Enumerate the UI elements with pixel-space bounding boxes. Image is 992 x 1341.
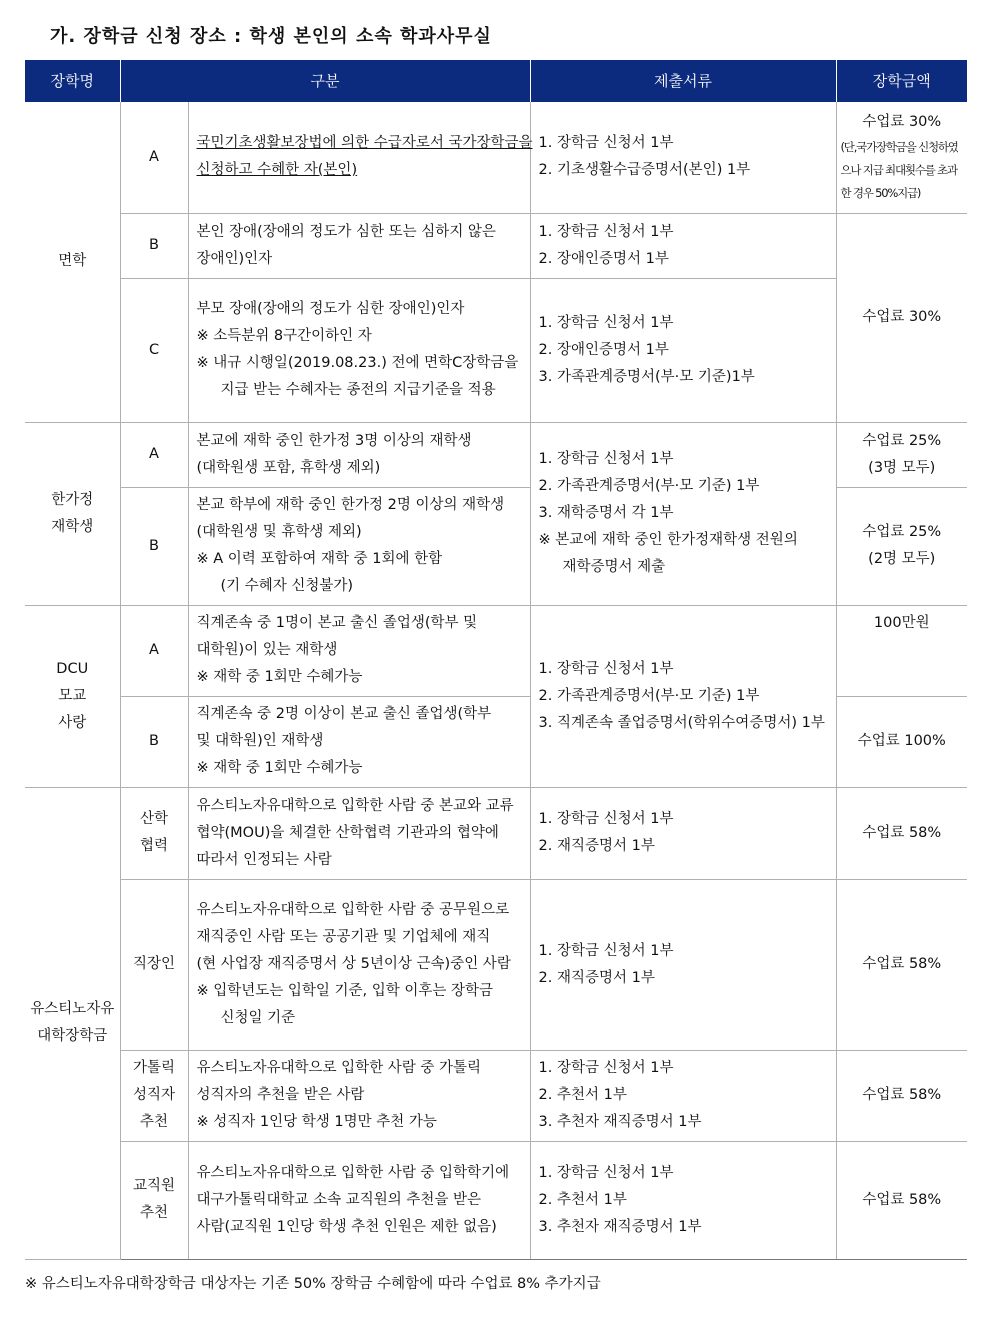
table-row — [25, 213, 967, 278]
eligibility-cell: 유스티노자유대학으로 입학한 사람 중 공무원으로 재직중인 사람 또는 공공기관 및 기업체에 재직 (현 사업장 재직증명서 상 5년이상 근속)중인 사람 ※ 입학년도는 입학일 기준, 입학 이후는 장학금 신청일 기준 — [188, 879, 530, 1050]
documents-cell: 1. 장학금 신청서 1부 2. 장애인증명서 1부 — [530, 213, 836, 278]
documents-cell: 1. 장학금 신청서 1부 2. 장애인증명서 1부 3. 가족관계증명서(부·모 기준)1부 — [530, 278, 836, 422]
eligibility-cell: 직계존속 중 2명 이상이 본교 출신 졸업생(학부 및 대학원)인 재학생 ※ 재학 중 1회만 수혜가능 — [188, 696, 530, 787]
sub-code: 가톨릭 성직자 추천 — [120, 1050, 188, 1141]
footnote: ※ 유스티노자유대학장학금 대상자는 기존 50% 장학금 수혜함에 따라 수업료 8% 추가지급 — [25, 1276, 601, 1292]
scholarship-table — [25, 60, 967, 1260]
documents-cell: 1. 장학금 신청서 1부 2. 재직증명서 1부 — [530, 879, 836, 1050]
amount-cell: 수업료 100% — [836, 696, 967, 787]
header-amount: 장학금액 — [836, 60, 967, 102]
documents-cell: 1. 장학금 신청서 1부 2. 기초생활수급증명서(본인) 1부 — [530, 102, 836, 213]
sub-code: A — [120, 605, 188, 696]
group-name-ustino: 유스티노자유 대학장학금 — [25, 787, 120, 1259]
group-name-myeonhak: 면학 — [25, 102, 120, 422]
eligibility-cell: 유스티노자유대학으로 입학한 사람 중 입학학기에 대구가톨릭대학교 소속 교직원의 추천을 받은 사람(교직원 1인당 학생 추천 인원은 제한 없음) — [188, 1141, 530, 1259]
header-scholarship-name: 장학명 — [25, 60, 120, 102]
table-row — [25, 605, 967, 696]
documents-cell: 1. 장학금 신청서 1부 2. 가족관계증명서(부·모 기준) 1부 3. 재학증명서 각 1부 ※ 본교에 재학 중인 한가정재학생 전원의 재학증명서 제출 — [530, 422, 836, 605]
page-heading: 가. 장학금 신청 장소 : 학생 본인의 소속 학과사무실 — [50, 26, 492, 47]
eligibility-cell: 유스티노자유대학으로 입학한 사람 중 가톨릭 성직자의 추천을 받은 사람 ※ 성직자 1인당 학생 1명만 추천 가능 — [188, 1050, 530, 1141]
group-name-dcu: DCU 모교 사랑 — [25, 605, 120, 787]
eligibility-cell: 본교에 재학 중인 한가정 3명 이상의 재학생 (대학원생 포함, 휴학생 제외) — [188, 422, 530, 487]
documents-cell: 1. 장학금 신청서 1부 2. 재직증명서 1부 — [530, 787, 836, 879]
amount-cell: 수업료 25% (2명 모두) — [836, 487, 967, 605]
amount-cell: 수업료 58% — [836, 879, 967, 1050]
eligibility-cell: 직계존속 중 1명이 본교 출신 졸업생(학부 및 대학원)이 있는 재학생 ※ 재학 중 1회만 수혜가능 — [188, 605, 530, 696]
eligibility-cell: 본교 학부에 재학 중인 한가정 2명 이상의 재학생 (대학원생 및 휴학생 제외) ※ A 이력 포함하여 재학 중 1회에 한함 (기 수혜자 신청불가) — [188, 487, 530, 605]
sub-code: B — [120, 213, 188, 278]
amount-cell: 100만원 — [836, 605, 967, 696]
amount-cell: 수업료 58% — [836, 1050, 967, 1141]
sub-code: B — [120, 487, 188, 605]
table-row — [25, 1141, 967, 1259]
table-header-row — [25, 60, 967, 102]
sub-code: 교직원 추천 — [120, 1141, 188, 1259]
sub-code: A — [120, 422, 188, 487]
eligibility-cell: 유스티노자유대학으로 입학한 사람 중 본교와 교류 협약(MOU)을 체결한 산학협력 기관과의 협약에 따라서 인정되는 사람 — [188, 787, 530, 879]
table-row — [25, 102, 967, 213]
documents-cell: 1. 장학금 신청서 1부 2. 추천서 1부 3. 추천자 재직증명서 1부 — [530, 1141, 836, 1259]
table-row — [25, 879, 967, 1050]
amount-cell: 수업료 58% — [836, 1141, 967, 1259]
documents-cell: 1. 장학금 신청서 1부 2. 추천서 1부 3. 추천자 재직증명서 1부 — [530, 1050, 836, 1141]
amount-cell: 수업료 30% — [836, 213, 967, 422]
eligibility-cell: 본인 장애(장애의 정도가 심한 또는 심하지 않은 장애인)인자 — [188, 213, 530, 278]
group-name-hangajeong: 한가정 재학생 — [25, 422, 120, 605]
sub-code: A — [120, 102, 188, 213]
amount-cell: 수업료 25% (3명 모두) — [836, 422, 967, 487]
eligibility-cell: 부모 장애(장애의 정도가 심한 장애인)인자 ※ 소득분위 8구간이하인 자 ※ 내규 시행일(2019.08.23.) 전에 면학C장학금을 지급 받는 수혜자는 종전의 지급기준을 적용 — [188, 278, 530, 422]
header-documents: 제출서류 — [530, 60, 836, 102]
sub-code: 직장인 — [120, 879, 188, 1050]
amount-cell: 수업료 58% — [836, 787, 967, 879]
sub-code: C — [120, 278, 188, 422]
documents-cell: 1. 장학금 신청서 1부 2. 가족관계증명서(부·모 기준) 1부 3. 직계존속 졸업증명서(학위수여증명서) 1부 — [530, 605, 836, 787]
table-row — [25, 278, 967, 422]
amount-cell: 수업료 30% (단,국가장학금을 신청하였 으나 지급 최대횟수를 초과 한 경우 50%지급) — [836, 102, 967, 213]
table-row — [25, 1050, 967, 1141]
table-row — [25, 422, 967, 487]
sub-code: 산학 협력 — [120, 787, 188, 879]
header-category: 구분 — [120, 60, 530, 102]
sub-code: B — [120, 696, 188, 787]
table-row — [25, 787, 967, 879]
eligibility-cell: 국민기초생활보장법에 의한 수급자로서 국가장학금을 신청하고 수혜한 자(본인) — [188, 102, 530, 213]
